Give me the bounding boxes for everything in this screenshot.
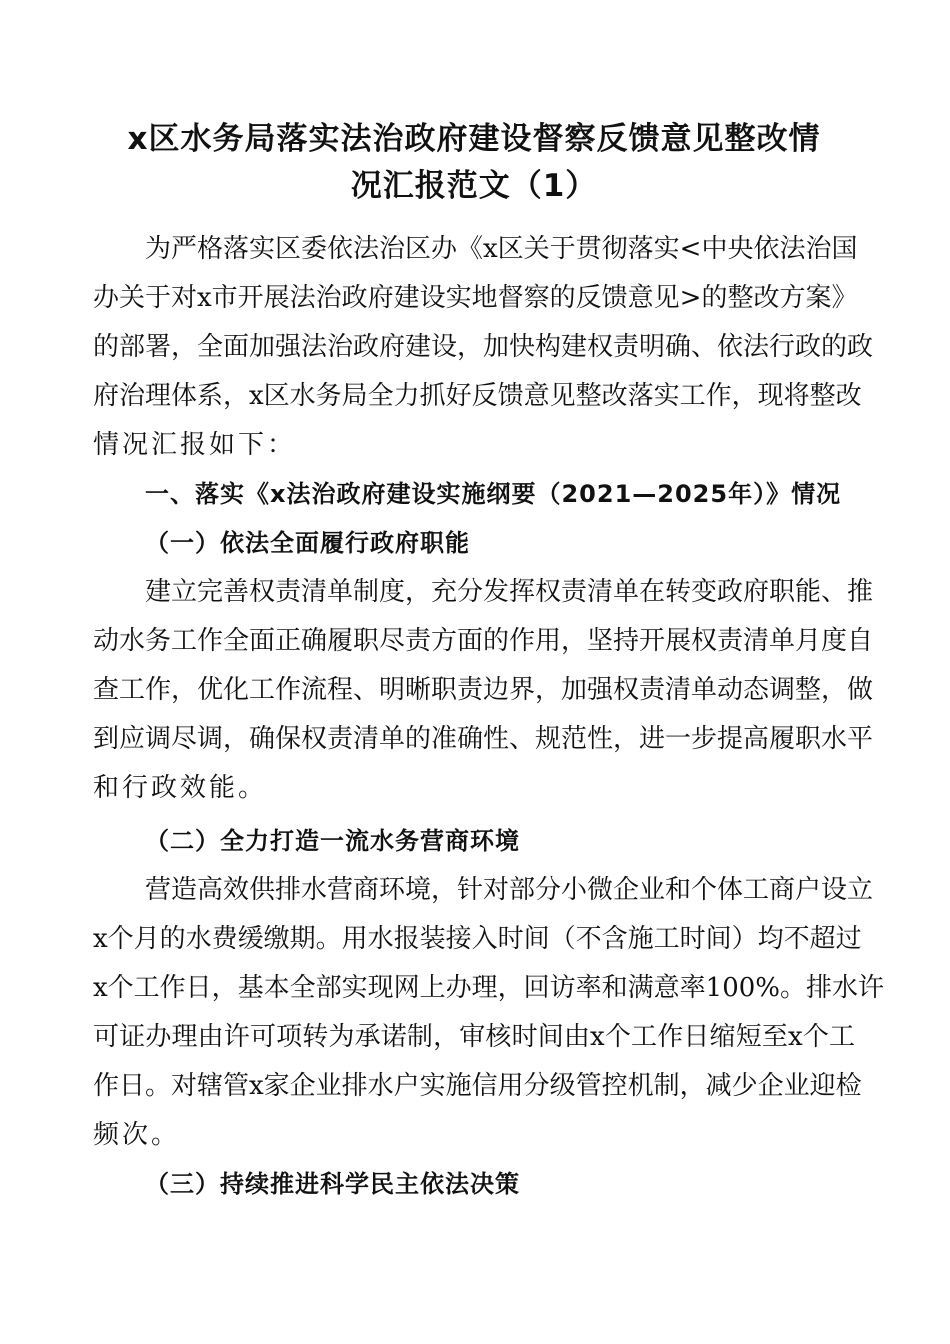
- text-line: x个工作日，基本全部实现网上办理，回访率和满意率100%。排水许: [93, 973, 884, 1003]
- text-line: 到应调尽调，确保权责清单的准确性、规范性，进一步提高履职水平: [93, 724, 874, 754]
- text-line: 府治理体系，x区水务局全力抓好反馈意见整改落实工作，现将整改: [93, 381, 862, 411]
- section-heading-1: 一、落实《x法治政府建设实施纲要（2021—2025年）》情况: [145, 480, 842, 508]
- subsection-heading-1: （一）依法全面履行政府职能: [145, 529, 470, 557]
- text-line: 办关于对x市开展法治政府建设实地督察的反馈意见>的整改方案》: [93, 283, 858, 313]
- text-line: 为严格落实区委依法治区办《x区关于贯彻落实<中央依法治国: [145, 234, 858, 264]
- text-line: 的部署，全面加强法治政府建设，加快构建权责明确、依法行政的政: [93, 332, 874, 362]
- text-line: 营造高效供排水营商环境，针对部分小微企业和个体工商户设立: [145, 875, 874, 905]
- subsection-heading-3: （三）持续推进科学民主依法决策: [145, 1170, 520, 1198]
- text-line: 建立完善权责清单制度，充分发挥权责清单在转变政府职能、推: [145, 577, 874, 607]
- title-line-1: x区水务局落实法治政府建设督察反馈意见整改情: [127, 121, 821, 157]
- text-line: 和行政效能。: [93, 773, 268, 803]
- subsection-2: [93, 817, 884, 1209]
- text-line: x个月的水费缓缴期。用水报装接入时间（不含施工时间）均不超过: [93, 924, 862, 954]
- title-line-2: 况汇报范文（1）: [350, 168, 598, 204]
- text-line: 可证办理由许可项转为承诺制，审核时间由x个工作日缩短至x个工: [93, 1022, 855, 1052]
- text-line: 频次。: [93, 1120, 181, 1150]
- text-line: 作日。对辖管x家企业排水户实施信用分级管控机制，减少企业迎检: [93, 1071, 862, 1101]
- text-line: 查工作，优化工作流程、明晰职责边界，加强权责清单动态调整，做: [93, 675, 874, 705]
- document-title: [93, 116, 855, 210]
- text-line: 情况汇报如下：: [93, 430, 297, 460]
- subsection-heading-2: （二）全力打造一流水务营商环境: [145, 827, 520, 855]
- intro-paragraph: [93, 225, 874, 813]
- text-line: 动水务工作全面正确履职尽责方面的作用，坚持开展权责清单月度自: [93, 626, 874, 656]
- document-page: [93, 116, 884, 1209]
